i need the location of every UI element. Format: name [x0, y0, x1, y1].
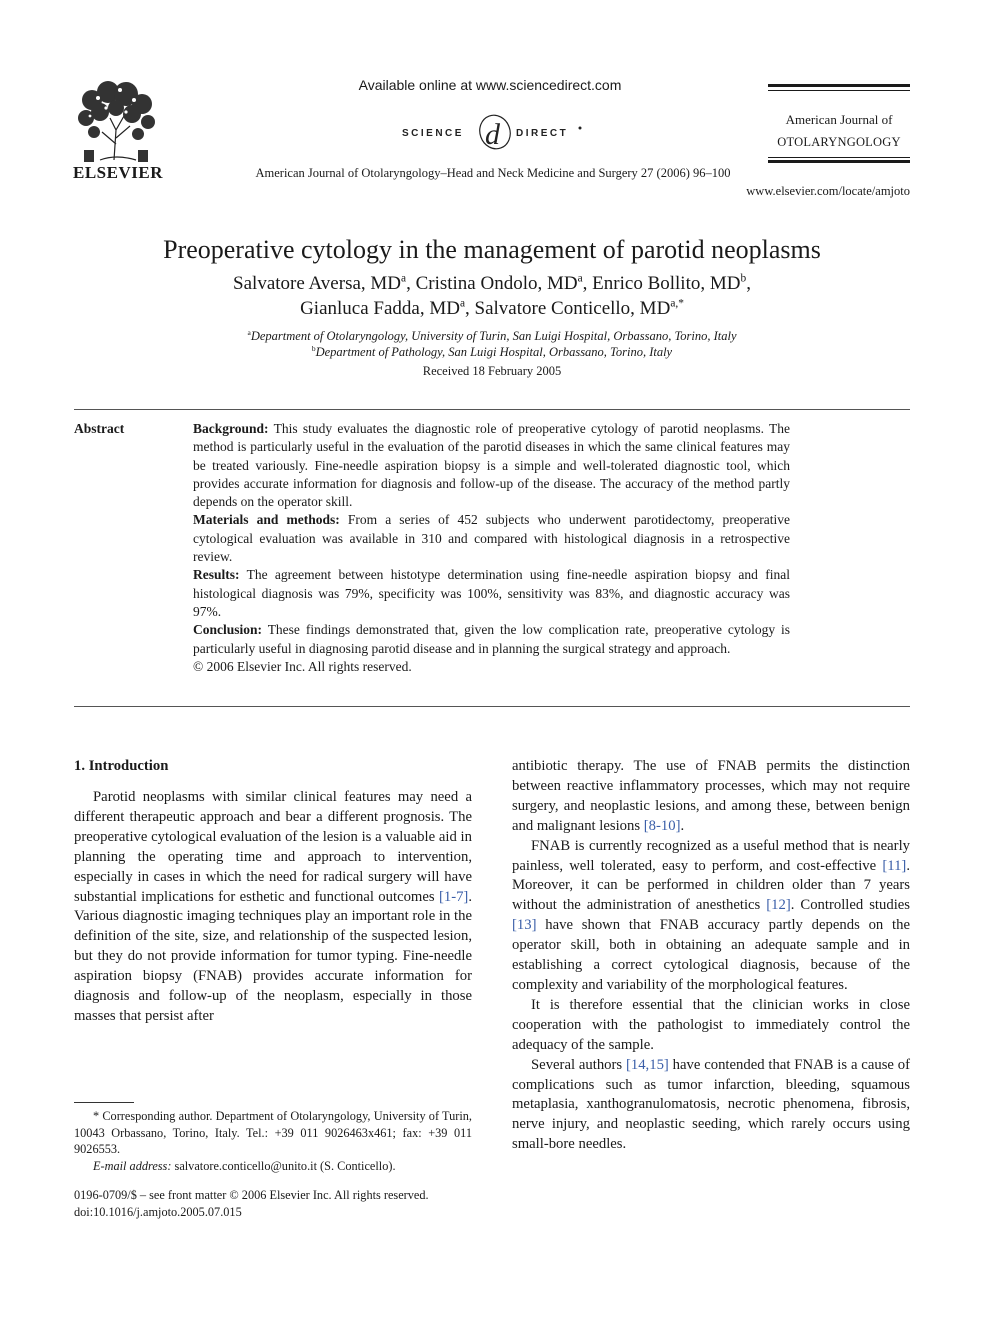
paragraph-text: It is therefore essential that the clinician works in close cooperation with the pathologist to immediately control the adequacy of the sample. [512, 996, 910, 1053]
paragraph-text: FNAB is currently recognized as a useful method that is nearly painless, well tolerated, easy to perform, and cost-effective [512, 837, 910, 874]
affiliation-mark: a [247, 327, 251, 337]
author-name[interactable]: Enrico Bollito, MD [592, 273, 741, 294]
body-column-left [74, 788, 472, 1027]
paragraph-text: . Moreover, it can be performed in children older than 7 years without the administration of anesthetics [512, 857, 910, 914]
author-separator: , [465, 298, 475, 319]
citation-link[interactable]: [11] [882, 857, 907, 874]
abstract-conclusion [193, 621, 790, 658]
affiliation-text: Department of Pathology, San Luigi Hospital, Orbassano, Torino, Italy [315, 345, 673, 359]
journal-rule [768, 157, 910, 158]
abstract-conclusion-text: These findings demonstrated that, given the low complication rate, preoperative cytology is particularly useful in diagnosing parotid disease and in planning the surgical strategy and approach. [193, 622, 790, 656]
journal-url-link[interactable]: www.elsevier.com/locate/amjoto [746, 184, 910, 198]
author-name[interactable]: Salvatore Aversa, MD [233, 273, 402, 294]
author-separator: , [746, 273, 751, 294]
doi-link[interactable]: doi:10.1016/j.amjoto.2005.07.015 [74, 1204, 242, 1219]
sciencedirect-logo [400, 110, 590, 154]
abstract-results [193, 566, 790, 621]
abstract-bottom-rule [74, 706, 910, 707]
paragraph [512, 996, 910, 1056]
paragraph-continued [512, 757, 910, 837]
abstract-background-text: This study evaluates the diagnostic role of preoperative cytology of parotid neoplasms. The method is particularly useful in the evaluation of the parotid diseases in which the same clinical features may be treated variously. Fine-needle aspiration biopsy is a simple and well-tolerated diagnostic tool, which provides accurate information for diagnosis and follow-up of the disease. The accuracy of the method partly depends on the operator skill. [193, 421, 790, 510]
citation-link[interactable]: [8-10] [643, 817, 681, 834]
paragraph-text: Parotid neoplasms with similar clinical features may need a different therapeutic approach and bear a different prognosis. The preoperative cytological evaluation of the lesion is a valuable aid in planning the operating time and approach to intervention, especially in cases in which the need for radical surgery will have substantial implications for esthetic and functional outcomes [74, 789, 472, 905]
body-column-right [512, 757, 910, 1155]
author-list-line2 [60, 298, 924, 320]
section-heading-introduction: 1. Introduction [74, 758, 169, 774]
corresponding-author-footnote [74, 1108, 472, 1174]
journal-citation: American Journal of Otolaryngology–Head and Neck Medicine and Surgery 27 (2006) 96–100 [255, 166, 731, 180]
author-name[interactable]: Cristina Ondolo, MD [415, 273, 578, 294]
citation-link[interactable]: [13] [512, 917, 537, 934]
paragraph-text: . Controlled studies [790, 897, 911, 914]
abstract-body [193, 420, 790, 676]
author-affiliation-mark: b [740, 272, 747, 285]
author-name[interactable]: Salvatore Conticello, MD [474, 298, 671, 319]
corresponding-author-text: * Corresponding author. Department of Otolaryngology, University of Turin, 10043 Orbassano, Torino, Italy. Tel.: +39 011 9026463x461; fax: +39 011 9026553. [74, 1109, 472, 1156]
article-title: Preoperative cytology in the management of parotid neoplasms [163, 235, 821, 264]
affiliation-mark: b [311, 343, 316, 353]
received-date: Received 18 February 2005 [422, 364, 562, 378]
paragraph-text: antibiotic therapy. The use of FNAB permits the distinction between reactive inflammatory processes, which may not require surgery, and neoplastic lesions, and among these, between benign and malignant lesions [512, 758, 910, 834]
paragraph-text: Several authors [531, 1056, 626, 1073]
abstract-background [193, 420, 790, 511]
abstract-conclusion-label: Conclusion: [193, 622, 263, 638]
abstract-copyright: © 2006 Elsevier Inc. All rights reserved. [193, 658, 412, 674]
author-separator: , [406, 273, 416, 294]
paragraph-text: have shown that FNAB accuracy partly depends on the operator skill, both in obtaining an adequate sample and in establishing a correct cytological diagnosis, because of the complexity and variability of the morphological features. [512, 917, 910, 993]
footnote-rule [74, 1102, 134, 1103]
paragraph [512, 1056, 910, 1156]
journal-name-line1: American Journal of [785, 112, 893, 127]
paragraph-text: . Various diagnostic imaging techniques play an important role in the definition of the site, size, and relationship of the suspected lesion, but they do not provide information for tumor typing. Fine-needle aspiration biopsy (FNAB) provides accurate information for diagnosis and follow-up of the neoplasm, especially in those masses that persist after [74, 888, 472, 1024]
sciencedirect-mark-text: d [485, 118, 500, 151]
front-matter-text: 0196-0709/$ – see front matter © 2006 Elsevier Inc. All rights reserved. [74, 1188, 429, 1202]
affiliation-a [60, 329, 924, 344]
author-separator: , [582, 273, 593, 294]
publisher-name: ELSEVIER [73, 163, 163, 182]
email-line [74, 1158, 472, 1175]
abstract-results-label: Results: [193, 567, 240, 583]
abstract-methods [193, 511, 790, 566]
affiliation-text: Department of Otolaryngology, University of Turin, San Luigi Hospital, Orbassano, Torino, Italy [250, 329, 737, 343]
citation-link[interactable]: [14,15] [625, 1056, 669, 1073]
affiliation-b [60, 345, 924, 360]
journal-name-line2: OTOLARYNGOLOGY [777, 135, 901, 149]
abstract-methods-label: Materials and methods: [193, 512, 340, 528]
available-online-text: Available online at www.sciencedirect.com [358, 77, 622, 93]
author-affiliation-mark: a [577, 272, 583, 285]
author-affiliation-mark: a,* [670, 297, 684, 310]
journal-rule [768, 90, 910, 91]
abstract-methods-text: From a series of 452 subjects who underwent parotidectomy, preoperative cytological evaluation was available in 310 and compared with histological diagnosis in a retrospective review. [193, 512, 790, 565]
sciencedirect-right-text: DIRECT [516, 128, 569, 139]
citation-link[interactable]: [12] [766, 897, 791, 914]
author-name[interactable]: Gianluca Fadda, MD [300, 298, 460, 319]
paragraph [74, 788, 472, 1027]
author-affiliation-mark: a [459, 297, 466, 310]
paragraph-text: have contended that FNAB is a cause of complications such as tumor infarction, bleeding, squamous metaplasia, xanthogranulomatosis, necrotic phenomena, fibrosis, nerve injury, and neoplastic seeding, which rarely occurs using small-bore needles. [512, 1056, 911, 1153]
author-list-line1 [60, 273, 924, 295]
citation-link[interactable]: [1-7] [438, 888, 469, 905]
journal-rule [768, 160, 910, 163]
email-link[interactable]: salvatore.conticello@unito.it (S. Conticello). [171, 1158, 396, 1173]
sciencedirect-left-text: SCIENCE [402, 128, 464, 139]
abstract-top-rule [74, 409, 910, 410]
paragraph-text: . [680, 817, 685, 834]
email-label: E-mail address: [93, 1158, 172, 1173]
abstract-background-label: Background: [193, 421, 269, 436]
abstract-label: Abstract [74, 421, 125, 436]
front-matter [74, 1187, 494, 1220]
abstract-results-text: The agreement between histotype determination using fine-needle aspiration biopsy and final histological diagnosis was 79%, specificity was 100%, sensitivity was 83%, and diagnostic accuracy was 97%. [193, 567, 790, 619]
paragraph [512, 837, 910, 996]
journal-rule [768, 84, 910, 87]
author-affiliation-mark: a [401, 272, 407, 285]
